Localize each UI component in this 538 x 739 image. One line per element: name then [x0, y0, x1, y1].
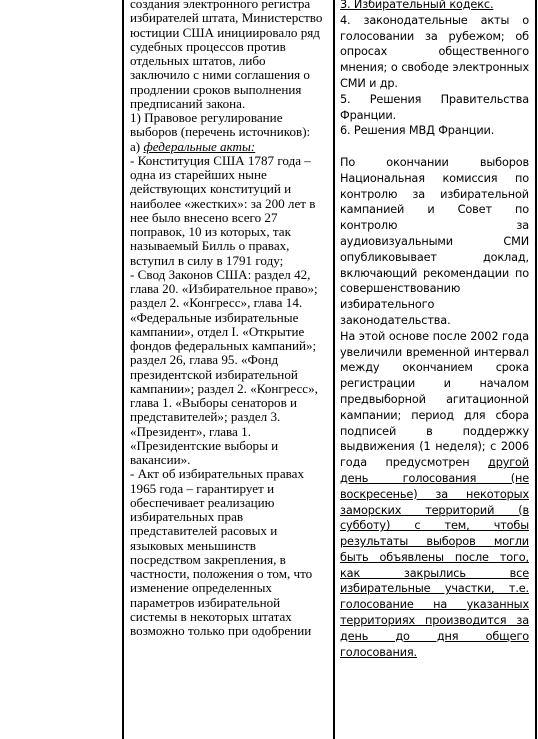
commission-report-paragraph: По окончании выборов Национальная комиссия по контролю за избирательной кампанией и Совет по контролю за аудиовизуальными СМИ опубликовывает доклад, включающий рекомендации по совершенствованию избирательного законодательства. — [340, 155, 529, 327]
voting-rights-act-item: - Акт об избирательных правах 1965 года – гарантирует и обеспечивает реализацию избирательных прав представителей расовых и языковых меньшинств посредством закрепления, в частности, положения о том, что изменение определенных параметров избирательной системы в некоторых штатах возможно только при одобрении — [130, 466, 313, 638]
voting-day-text: другой день голосования (не воскресенье) за некоторых заморских территорий (в субботу) с тем, чтобы результаты выборов могли быть объявлены после того, как закрылись все избирательные участки, т.е. голосование на указанных территориях производится за день до дня общего голосования. — [340, 456, 529, 659]
table-border-middle — [333, 0, 335, 739]
table-border-right — [535, 0, 537, 739]
legislative-acts-item: 4. законодательные акты о голосовании за рубежом; об опросах общественного мнения; о свободе электронных СМИ и др. — [340, 13, 529, 90]
reform-paragraph — [340, 329, 529, 661]
regulation-heading: 1) Правовое регулирование выборов (перечень источников): — [130, 110, 311, 140]
constitution-item: - Конституция США 1787 года – одна из старейших ныне действующих конституций и наиболее «жестких»: за 200 лет в нее было внесено всего 27 поправок, 10 из которых, так называемый Билль о правах, вступил в силу в 1791 году; — [130, 152, 316, 268]
right-column — [340, 0, 529, 660]
intro-paragraph: создания электронного регистра избирателей штата, Министерство юстиции США инициировало ряд судебных процессов против отдельных штатов, либо заключило с ними соглашения о продлении сроков выполнения предписаний закона. — [130, 0, 323, 111]
electoral-code-item: 3. Избирательный кодекс. — [340, 0, 494, 11]
reform-text: На этой основе после 2002 года увеличили временной интервал между окончанием срока регистрации и началом предвыборной агитационной кампании; период для сбора подписей в поддержку выдвижения (1 неделя); с 2006 года предусмотрен — [340, 329, 529, 470]
interior-ministry-item: 6. Решения МВД Франции. — [340, 124, 495, 138]
federal-acts-heading — [130, 140, 328, 154]
table-border-left — [122, 0, 124, 739]
federal-acts-label: федеральные акты: — [143, 138, 256, 154]
us-code-item: - Свод Законов США: раздел 42, глава 20. «Избирательное право»; раздел 2. «Конгресс», глава 14. «Федеральные избирательные кампании», отдел I. «Открытие фондов федеральных кампаний»; раздел 26, глава 95. «Фонд президентской избирательной кампании»; раздел 2. «Конгресс», глава 1. «Выборы сенаторов и представителей»; раздел 3. «Президент», глава 1. «Президентские выборы и вакансии». — [130, 266, 318, 467]
federal-acts-prefix: а) — [130, 138, 144, 154]
middle-column — [130, 0, 328, 638]
spacer — [340, 139, 529, 155]
government-decisions-item: 5. Решения Правительства Франции. — [340, 92, 529, 122]
